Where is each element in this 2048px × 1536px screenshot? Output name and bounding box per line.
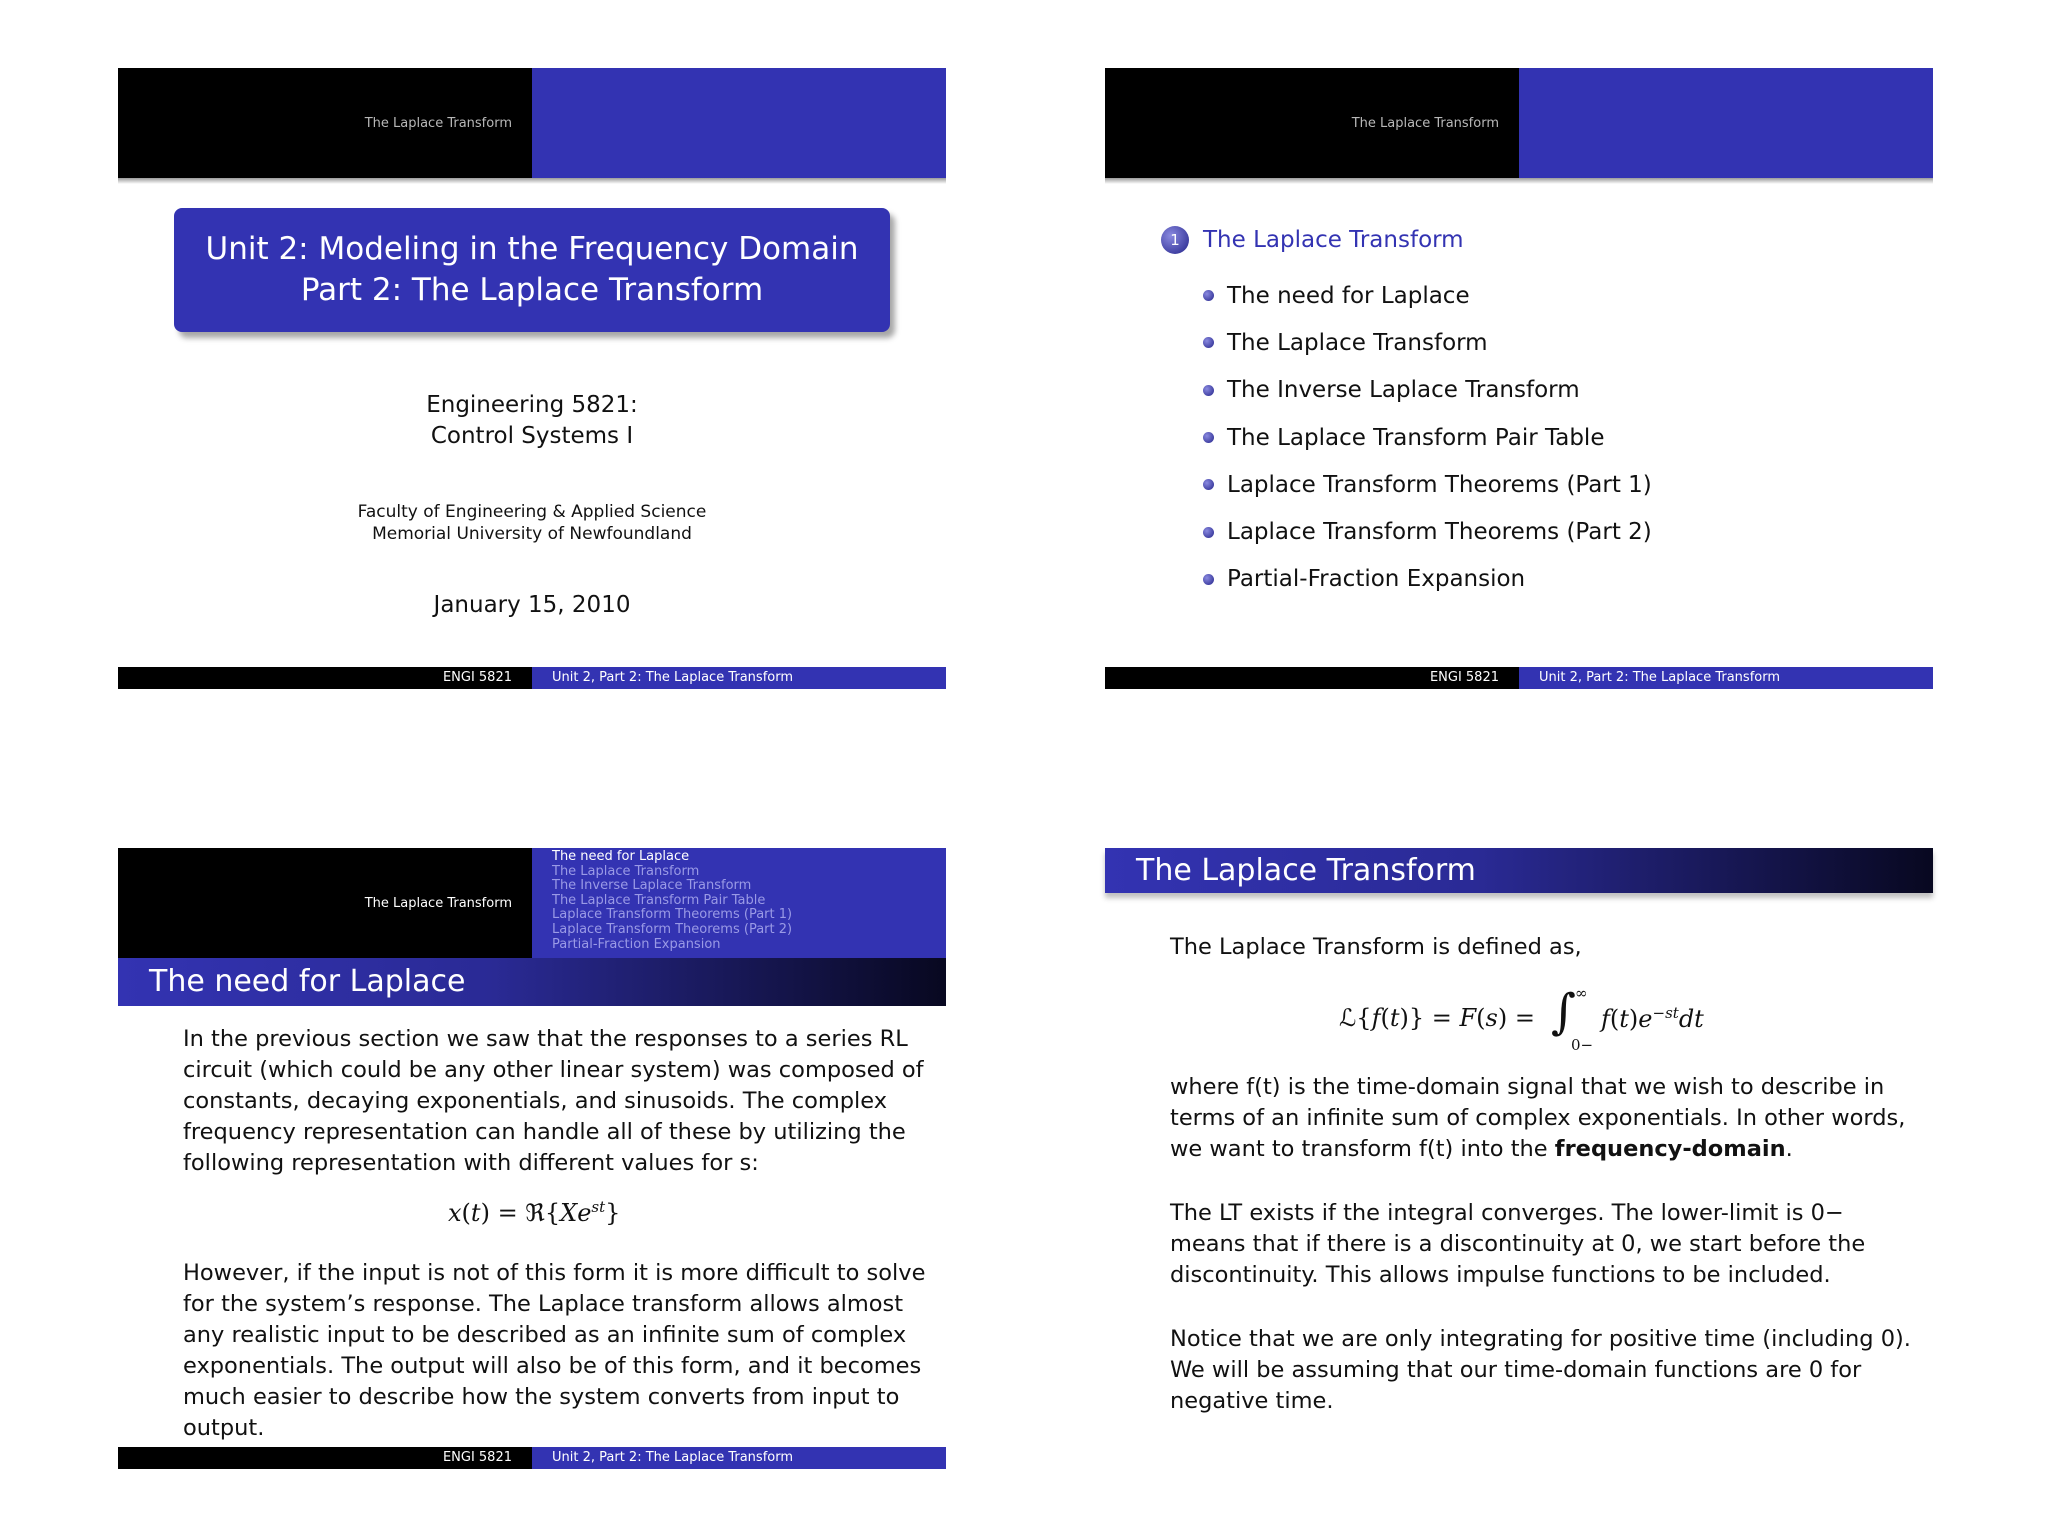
toc-item[interactable] [1203, 508, 1652, 555]
title-line-2: Part 2: The Laplace Transform [300, 272, 764, 308]
footer-left: ENGI 5821 [118, 1447, 532, 1469]
course-name [118, 390, 946, 452]
toc-list [1203, 272, 1652, 603]
footer-right: Unit 2, Part 2: The Laplace Transform [1519, 667, 1933, 689]
footer-left: ENGI 5821 [118, 667, 532, 689]
bullet-icon [1203, 385, 1214, 396]
paragraph-2 [183, 1258, 925, 1444]
text-line [1170, 1134, 1905, 1165]
equation-laplace-definition: ℒ{f(t)} = F(s) = ∫ ∞ 0− $f(t)e^{-st}dt$ [1339, 984, 1704, 1054]
text-line: terms of an infinite sum of complex exponentials. In other words, [1170, 1105, 1906, 1131]
paragraph-1 [183, 1024, 924, 1179]
text-span: . [1785, 1136, 1793, 1162]
bold-term: frequency-domain [1554, 1136, 1786, 1162]
slide-header [118, 68, 946, 178]
slide-header [1105, 68, 1933, 178]
text-line: where f(t) is the time-domain signal that we wish to describe in [1170, 1074, 1885, 1100]
text-line: any realistic input to be described as an infinite sum of complex [183, 1322, 907, 1348]
slide-laplace-definition [1105, 848, 1933, 1469]
footer-right: Unit 2, Part 2: The Laplace Transform [532, 1447, 946, 1469]
bullet-icon [1203, 337, 1214, 348]
footer-right: Unit 2, Part 2: The Laplace Transform [532, 667, 946, 689]
toc-item[interactable] [1203, 319, 1652, 366]
toc-section-title: The Laplace Transform [1203, 227, 1464, 253]
text-span: we want to transform f(t) into the [1170, 1136, 1555, 1162]
nav-item[interactable]: Laplace Transform Theorems (Part 2) [552, 921, 793, 937]
nav-item[interactable]: The Laplace Transform [552, 863, 700, 879]
toc-item-label: The Laplace Transform [1227, 329, 1488, 356]
header-title: The Laplace Transform [364, 115, 512, 131]
toc-item[interactable] [1203, 272, 1652, 319]
footer-left: ENGI 5821 [1105, 667, 1519, 689]
text-line: output. [183, 1415, 265, 1441]
text-line: We will be assuming that our time-domain functions are 0 for [1170, 1357, 1862, 1383]
nav-item-active[interactable]: The need for Laplace [552, 849, 690, 864]
institute-line-1: Faculty of Engineering & Applied Science [357, 502, 707, 522]
toc-item-label: Laplace Transform Theorems (Part 1) [1227, 471, 1652, 498]
section-number-ball: 1 [1161, 226, 1189, 254]
toc-item[interactable] [1203, 461, 1652, 508]
text-line: negative time. [1170, 1388, 1334, 1414]
toc-item[interactable] [1203, 367, 1652, 414]
intro-text: The Laplace Transform is defined as, [1170, 934, 1582, 960]
equation-complex-rep: $x(t) = ℜ\{Xe^{st}\}$ [448, 1198, 621, 1227]
slide-footer [1105, 667, 1933, 689]
bullet-icon [1203, 432, 1214, 443]
paragraph-1 [1170, 1072, 1905, 1165]
bullet-icon [1203, 527, 1214, 538]
toc-item-label: Partial-Fraction Expansion [1227, 566, 1526, 593]
text-line: constants, decaying exponentials, and sinusoids. The complex [183, 1088, 888, 1114]
institute-line-2: Memorial University of Newfoundland [372, 524, 692, 544]
text-line: following representation with different values for s: [183, 1150, 759, 1176]
text-line: In the previous section we saw that the responses to a series RL [183, 1026, 908, 1052]
slide-header [118, 848, 946, 958]
title-box [174, 208, 890, 332]
text-line: for the system’s response. The Laplace transform allows almost [183, 1291, 904, 1317]
header-title: The Laplace Transform [364, 895, 512, 911]
frame-title: The need for Laplace [118, 958, 946, 1006]
toc-item-label: The need for Laplace [1227, 282, 1470, 309]
slide-footer [118, 1447, 946, 1469]
text-line: Notice that we are only integrating for positive time (including 0). [1170, 1326, 1911, 1352]
toc-item[interactable] [1203, 414, 1652, 461]
slide-title [118, 68, 946, 689]
toc-item-label: Laplace Transform Theorems (Part 2) [1227, 519, 1652, 546]
title-line-1: Unit 2: Modeling in the Frequency Domain [205, 231, 859, 267]
subsection-nav [552, 850, 792, 952]
nav-item[interactable]: The Inverse Laplace Transform [552, 878, 752, 894]
text-line: circuit (which could be any other linear system) was composed of [183, 1057, 924, 1083]
nav-item[interactable]: Partial-Fraction Expansion [552, 936, 721, 952]
text-line: exponentials. The output will also be of this form, and it becomes [183, 1353, 922, 1379]
toc-item-label: The Inverse Laplace Transform [1227, 377, 1580, 404]
slide-outline [1105, 68, 1933, 689]
course-line-1: Engineering 5821: [426, 392, 638, 418]
date: January 15, 2010 [433, 592, 631, 618]
header-title: The Laplace Transform [1351, 115, 1499, 131]
text-line: discontinuity. This allows impulse functions to be included. [1170, 1262, 1831, 1288]
paragraph-2 [1170, 1198, 1865, 1291]
text-line: The LT exists if the integral converges. The lower-limit is 0− [1170, 1200, 1844, 1226]
nav-item[interactable]: The Laplace Transform Pair Table [552, 892, 766, 908]
text-line: frequency representation can handle all of these by utilizing the [183, 1119, 906, 1145]
text-line: much easier to describe how the system converts from input to [183, 1384, 900, 1410]
bullet-icon [1203, 290, 1214, 301]
institute [118, 501, 946, 545]
slide-need-for-laplace [118, 848, 946, 1469]
text-line: means that if there is a discontinuity at 0, we start before the [1170, 1231, 1866, 1257]
toc-item[interactable] [1203, 556, 1652, 603]
nav-item[interactable]: Laplace Transform Theorems (Part 1) [552, 907, 793, 923]
toc-item-label: The Laplace Transform Pair Table [1227, 424, 1605, 451]
course-line-2: Control Systems I [430, 423, 634, 449]
bullet-icon [1203, 479, 1214, 490]
toc-section[interactable] [1161, 226, 1464, 254]
slide-footer [118, 667, 946, 689]
bullet-icon [1203, 574, 1214, 585]
paragraph-3 [1170, 1324, 1911, 1417]
frame-title: The Laplace Transform [1105, 848, 1933, 893]
text-line: However, if the input is not of this form it is more difficult to solve [183, 1260, 926, 1286]
